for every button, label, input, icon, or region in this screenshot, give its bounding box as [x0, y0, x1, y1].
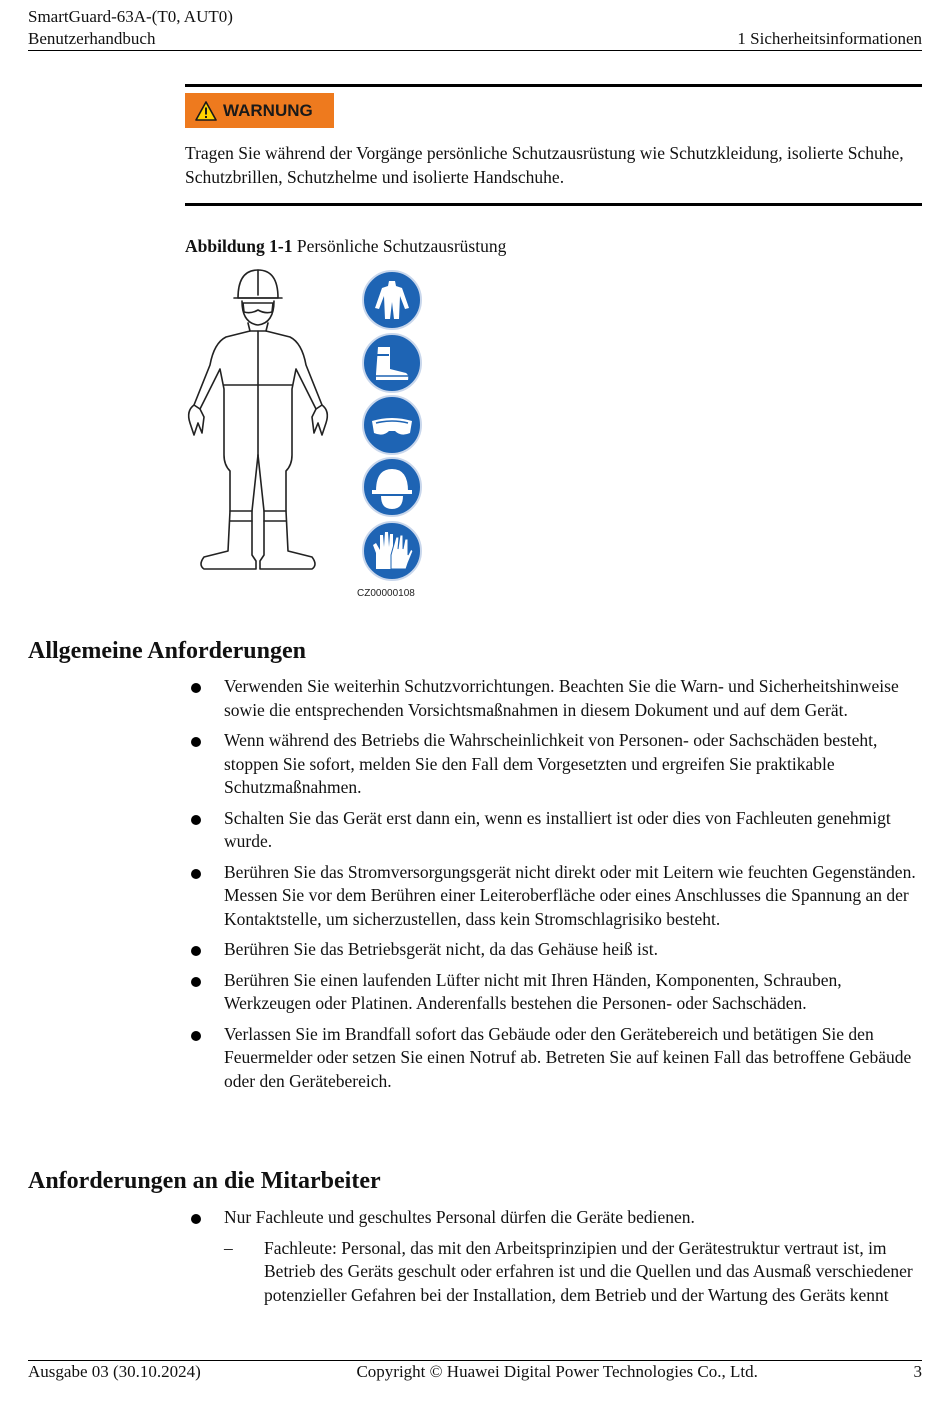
list-item: [185, 675, 923, 722]
list-item-text: Schalten Sie das Gerät erst dann ein, wenn es installiert ist oder dies von Fachleuten genehmigt wurde.: [224, 807, 891, 851]
worker-outline-illustration: [189, 270, 328, 569]
sub-list-item-text: Fachleute: Personal, das mit den Arbeitsprinzipien und der Gerätestruktur vertraut ist, im Betrieb des Geräts geschult oder erfahren ist und die Quellen und das Ausmaß verschiedener potenzieller Gefahren bei der Installation, dem Betrieb und der Wartung des Geräts kennt: [264, 1237, 913, 1305]
warning-top-rule: [185, 84, 922, 87]
ppe-figure: [180, 265, 440, 605]
copyright: Copyright © Huawei Digital Power Technologies Co., Ltd.: [356, 1362, 758, 1381]
bullet-icon: [191, 869, 201, 879]
warning-bottom-rule: [185, 203, 922, 206]
sub-list-item: [224, 1237, 923, 1308]
safety-goggles-icon: [363, 396, 421, 454]
figure-caption-text: Persönliche Schutzausrüstung: [296, 236, 507, 256]
document-type: Benutzerhandbuch: [28, 29, 156, 48]
list-item: [185, 807, 923, 854]
edition: Ausgabe 03 (30.10.2024): [28, 1362, 201, 1381]
bullet-icon: [191, 946, 201, 956]
dash-marker: –: [224, 1237, 233, 1258]
warning-triangle-icon: [195, 101, 217, 121]
warning-text: Tragen Sie während der Vorgänge persönliche Schutzausrüstung wie Schutzkleidung, isolierte Schuhe, Schutzbrillen, Schutzhelme und isolierte Handschuhe.: [185, 143, 904, 187]
protective-clothing-icon: [363, 271, 421, 329]
page-number: 3: [913, 1362, 922, 1381]
general-requirements-list: [185, 675, 923, 1100]
bullet-icon: [191, 815, 201, 825]
list-item: [185, 1206, 923, 1307]
header-divider: [28, 50, 922, 51]
list-item: [185, 729, 923, 800]
list-item: [185, 861, 923, 932]
bullet-icon: [191, 683, 201, 693]
bullet-icon: [191, 1214, 201, 1224]
warning-badge: [185, 93, 334, 128]
safety-boots-icon: [363, 334, 421, 392]
bullet-icon: [191, 737, 201, 747]
warning-label: WARNUNG: [223, 100, 313, 120]
page-header: [28, 6, 922, 50]
section-heading-general: Allgemeine Anforderungen: [28, 638, 306, 664]
page-footer: [28, 1362, 922, 1382]
section-heading-staff: Anforderungen an die Mitarbeiter: [28, 1168, 381, 1194]
insulated-gloves-icon: [363, 522, 421, 580]
figure-code: CZ00000108: [357, 588, 415, 599]
list-item-text: Berühren Sie einen laufenden Lüfter nicht mit Ihren Händen, Komponenten, Schrauben, Werkzeugen oder Platinen. Anderenfalls bestehen die Personen- oder Sachschäden.: [224, 969, 842, 1013]
figure-caption-label: Abbildung 1-1: [185, 236, 293, 256]
list-item: [185, 969, 923, 1016]
list-item: [185, 1023, 923, 1094]
staff-requirements-list: [185, 1206, 923, 1314]
bullet-icon: [191, 1031, 201, 1041]
safety-helmet-icon: [363, 458, 421, 516]
list-item-text: Nur Fachleute und geschultes Personal dürfen die Geräte bedienen.: [224, 1207, 695, 1227]
list-item-text: Verlassen Sie im Brandfall sofort das Gebäude oder den Gerätebereich und betätigen Sie den Feuermelder oder setzen Sie einen Notruf ab. Betreten Sie auf keinen Fall das betroffene Gebäude oder den Gerätebereich.: [224, 1023, 912, 1091]
list-item-text: Berühren Sie das Stromversorgungsgerät nicht direkt oder mit Leitern wie feuchten Gegenständen. Messen Sie vor dem Berühren einer Leiteroberfläche oder eines Anschlusses die Spannung an der Kontaktstelle, um sicherzustellen, dass kein Stromschlagrisiko besteht.: [224, 861, 916, 929]
figure-caption: [185, 236, 506, 257]
bullet-icon: [191, 977, 201, 987]
list-item-text: Wenn während des Betriebs die Wahrscheinlichkeit von Personen- oder Sachschäden besteht, stoppen Sie sofort, melden Sie den Fall dem Vorgesetzten und ergreifen Sie praktikable Schutzmaßnahmen.: [224, 730, 878, 797]
footer-divider: [28, 1360, 922, 1361]
product-name: SmartGuard-63A-(T0, AUT0): [28, 7, 233, 26]
list-item: [185, 938, 923, 962]
chapter-title: 1 Sicherheitsinformationen: [737, 29, 922, 48]
list-item-text: Verwenden Sie weiterhin Schutzvorrichtungen. Beachten Sie die Warn- und Sicherheitshinweise sowie die entsprechenden Vorsichtsmaßnahmen in diesem Dokument und auf dem Gerät.: [224, 676, 899, 720]
list-item-text: Berühren Sie das Betriebsgerät nicht, da das Gehäuse heiß ist.: [224, 939, 658, 959]
